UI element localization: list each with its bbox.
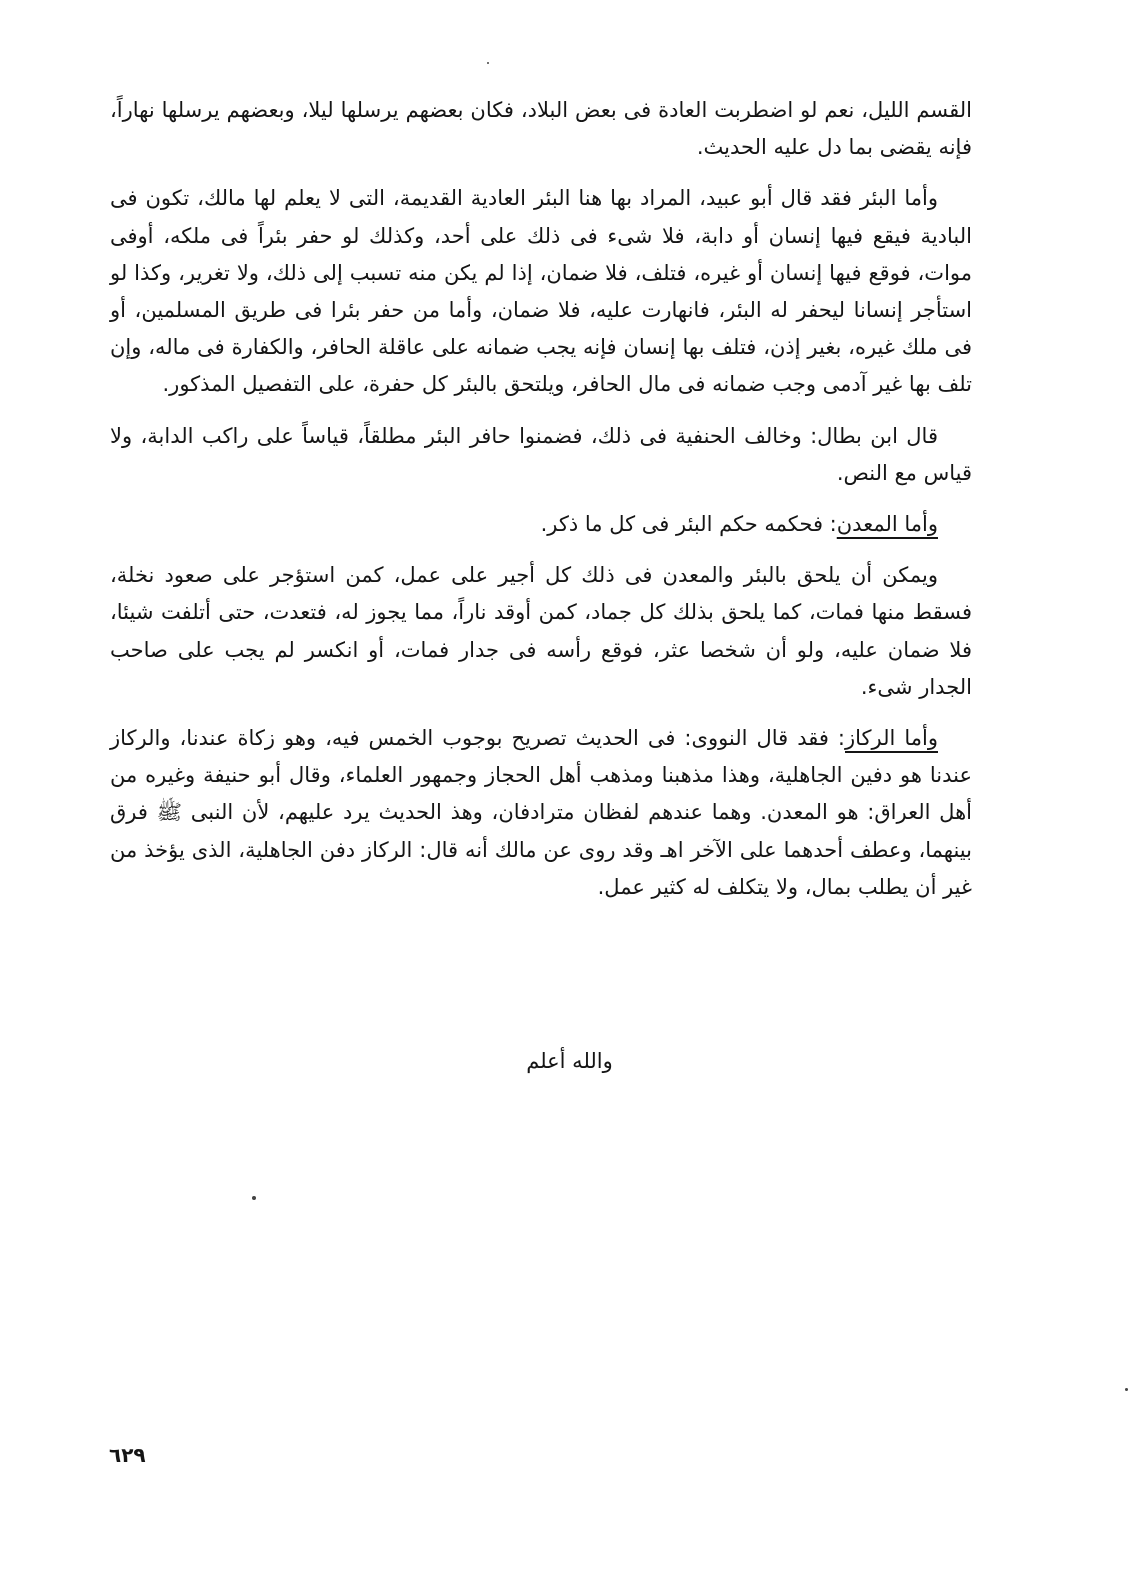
paragraph-3: قال ابن بطال: وخالف الحنفية فى ذلك، فضمنوا حافر البئر مطلقاً، قياساً على راكب الدابة، ولا قياس مع النص. [110, 423, 972, 485]
paragraph-5: ويمكن أن يلحق بالبئر والمعدن فى ذلك كل أجير على عمل، كمن استؤجر على صعود نخلة، فسقط منها فمات، كما يلحق بذلك كل جماد، كمن أوقد ناراً، مما يجوز له، فتعدت، حتى أتلفت شيئا، فلا ضمان عليه، ولو أن شخصا عثر، فوقع رأسه فى جدار فمات، أو انكسر لم يجب على صاحب الجدار شىء. [110, 563, 972, 699]
scan-speck [1125, 1388, 1128, 1391]
page-number: ٦٢٩ [109, 1443, 146, 1467]
paragraph-4 [110, 506, 972, 543]
scan-speck [252, 1196, 256, 1200]
term-madin: وأما المعدن [836, 512, 938, 537]
closing-phrase: والله أعلم [526, 1049, 613, 1073]
scan-speck [487, 62, 489, 64]
body-text [110, 92, 972, 920]
paragraph-1: القسم الليل، نعم لو اضطربت العادة فى بعض البلاد، فكان بعضهم يرسلها ليلا، وبعضهم يرسلها نهاراً، فإنه يقضى بما دل عليه الحديث. [110, 98, 972, 160]
paragraph-2: وأما البئر فقد قال أبو عبيد، المراد بها هنا البئر العادية القديمة، التى لا يعلم لها مالك، تكون فى البادية فيقع فيها إنسان أو دابة، فلا شىء فى ذلك على أحد، وكذلك لو حفر بئراً فى ملكه، أوفى موات، فوقع فيها إنسان أو غيره، فتلف، فلا ضمان، إذا لم يكن منه تسبب إلى ذلك، ولا تغرير، وكذا لو استأجر إنسانا ليحفر له البئر، فانهارت عليه، فلا ضمان، وأما من حفر بئرا فى طريق المسلمين، أو فى ملك غيره، بغير إذن، فتلف بها إنسان فإنه يجب ضمانه على عاقلة الحافر، والكفارة فى ماله، وإن تلف بها غير آدمى وجب ضمانه فى مال الحافر، ويلتحق بالبئر كل حفرة، على التفصيل المذكور. [110, 186, 972, 397]
paragraph-6 [110, 720, 972, 906]
paragraph-6-text: : فقد قال النووى: فى الحديث تصريح بوجوب الخمس فيه، وهو زكاة عندنا، والركاز عندنا هو دفين الجاهلية، وهذا مذهبنا ومذهب أهل الحجاز وجمهور العلماء، وقال أبو حنيفة وغيره من أهل العراق: هو المعدن. وهما عندهم لفظان مترادفان، وهذ الحديث يرد عليهم، لأن النبى ﷺ فرق بينهما، وعطف أحدهما على الآخر اهـ وقد روى عن مالك أنه قال: الركاز دفن الجاهلية، الذى يؤخذ من غير أن يطلب بمال، ولا يتكلف له كثير عمل. [110, 726, 972, 899]
term-rikaz: وأما الركاز [845, 726, 938, 751]
paragraph-4-text: : فحكمه حكم البئر فى كل ما ذكر. [540, 512, 837, 537]
